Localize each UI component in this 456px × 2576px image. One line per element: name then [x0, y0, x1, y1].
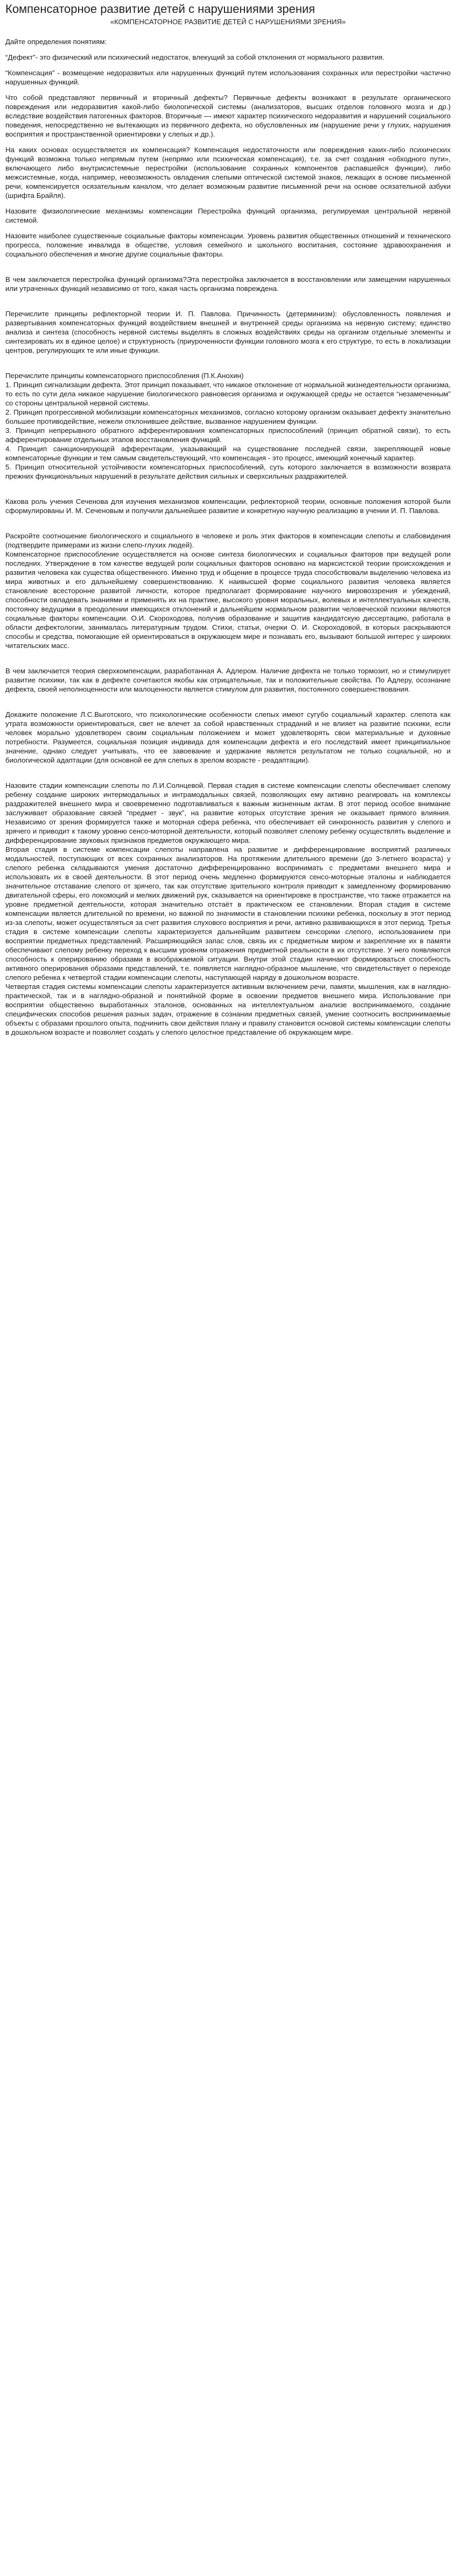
document-subtitle: «КОМПЕНСАТОРНОЕ РАЗВИТИЕ ДЕТЕЙ С НАРУШЕНИЯМИ ЗРЕНИЯ»: [110, 18, 346, 26]
paragraph-primary-secondary: Что собой представляют первичный и вторичный дефекты? Первичные дефекты возникают в результате органического повреждения или недоразвития какой-либо биологической системы (анализаторов, высших отделов головного мозга и др.) вследствие воздействия патогенных факторов. Вторичные — имеют характер психического недоразвития и нарушений социального поведения, непосредственно не вытекающих из первичного дефекта, но обусловленных им (нарушение речи у глухих, нарушения восприятия и пространственной ориентировки у слепых и др.).: [5, 94, 451, 138]
paragraph-bio-social-question: Раскройте соотношение биологического и социального в человеке и роль этих факторов в компенсации слепоты и слабовидения (подтвердите примерами из жизни слепо-глухих людей).: [5, 532, 451, 549]
paragraph-bio-social-answer: Компенсаторное приспособление осуществляется на основе синтеза биологических и социальных факторов при ведущей роли последних. Утверждение в том качестве ведущей роли социальных факторов основано на марксистской теории происхождения и развития человека как существа общественного. Именно труд и общение в процессе труда способствовали выделению человека из мира животных и его дальнейшему совершенствованию. К наивысшей форме социального развития человека является становление всесторонне развитой личности, которое предполагает формирование научного мировоззрения и убеждений, способности овладевать знаниями и применять их на практике, высокого уровня моральных, волевых и интеллектуальных качеств, постоянку ведущими в преодолении имеющихся отклонений и дальнейшем нормальном развитии человеческой психики являются социальные факторы компенсации. О.И. Скороходова, получив образование и защитив кандидатскую диссертацию, работала в области дефектологии, занималась литературным трудом. Стихи, статьи, очерки О. И. Скороходовой, в которых раскрываются способы и средства, помогающие ей ориентироваться в окружающем мире и познавать его, вызывают большой интерес у широких читательских масс.: [5, 550, 451, 650]
paragraph-vygotsky: Докажите положение Л.С.Выготского, что психологические особенности слепых имеют сугубо социальный характер. слепота как утрата возможности ориентироваться, свет не влечет за собой нравственных страданий и не влияет на развитие психики, если человек морально удовлетворен своим социальным положением и может удовлетворять свои материальные и духовные потребности. Разумеется, социальная позиция индивида для компенсации дефекта и его последствий имеет принципиальное значение, однако следует учитывать, что ее завоевание и удержание является результатом не только социальной, но и биологической адаптации (для основной ее для слепых в зрелом возрасте - реадаптации).: [5, 710, 451, 764]
paragraph-adler: В чем заключается теория сверхкомпенсации, разработанная А. Адлером. Наличие дефекта не только тормозит, но и стимулирует развитие психики, так как в дефекте сочетаются якобы как отрицательные, так и положительные свойства. По Адлеру, осознание дефекта, своей неполноценности или малоценности является стимулом для развития, постоянного совершенствования.: [5, 667, 451, 693]
paragraph-sechenov: Какова роль учения Сеченова для изучения механизмов компенсации, рефлекторной теории, основные положения которой были сформулированы И. М. Сеченовым и получили дальнейшее развитие и конкретную научную реализацию в учении И. П. Павлова.: [5, 497, 451, 515]
paragraph-stage-1: Назовите стадии компенсации слепоты по Л.И.Солнцевой. Первая стадия в системе компенсации слепоты обеспечивает слепому ребенку создание широких интермодальных и интрамодальных связей, позволяющих ему активно реагировать на комплексы раздражителей внешнего мира и своевременно подготавливаться к важным жизненным актам. В этот период особое внимание заслуживает образование связей “предмет - звук”, на развитие которых отсутствие зрения не оказывает прямого влияния. Незавиcимо от зрения формируется также и моторная сфера ребенка, что обеспечивает ей синхронность развития у слепого и зрячего и приводит к такому уровню сенсо-моторной деятельности, который позволяет слепому ребенку осуществлять выделение и дифференцирование звуковых признаков предметов окружающего мира.: [5, 781, 451, 844]
paragraph-compensation: “Компенсация” - возмещение недоразвитых или нарушенных функций путем использования сохранных или перестройки частично нарушенных функций.: [5, 69, 451, 86]
paragraph-intro: Дайте определения понятиям:: [5, 38, 107, 46]
paragraph-stage-4: Четвертая стадия системы компенсации слепоты характеризуется активным включением речи, памяти, мышления, как в наглядно-практической, так и в наглядно-образной и понятийной форме в освоении предметов внешнего мира. Использование при восприятии общественно выработанных эталонов, основанных на интеллектуальном анализе воспринимаемого, создание специфических способов решения разных задач, отражение в сознании предметных связей, умение соотносить воспринимаемые объекты с образами прошлого опыта, подчинить свои действия плану и правилу становится основой системы компенсации слепоты в дошкольном возрасте и позволяет создать у слепого целостное представление об окружающем мире.: [5, 983, 451, 1036]
paragraph-anokhin: Перечислите принципы компенсаторного приспособления (П.К.Анохин) 1. Принцип сигнализации дефекта. Этот принцип показывает, что никакое отклонение от нормальной жизнедеятельности организма, то есть по сути дела никакое нарушение биологического равновесия организма и окружающей среды не остается “незамеченным” со стороны центральной нервной системы. 2. Принцип прогрессивной мобилизации компенсаторных механизмов, согласно которому организм оказывает дефекту значительно большее противодействие, нежели отклонившее действие, вызванное нарушением функции. 3. Принцип непрерывного обратного афферентирования компенсаторных приспособлений (принцип обратной связи), то есть афферентирование отдельных этапов восстановления функций. 4. Принцип санкционирующей афферентации, указывающий на существование последней связи, закрепляющей новые компенсаторные функции и тем самым свидетельствующий, что компенсация - это процесс, имеющий конечный характер. 5. Принцип относительной устойчивости компенсаторных приспособлений, суть которого заключается в возможности возврата прежних функциональных нарушений в результате действия сильных и сверхсильных раздражителей.: [5, 372, 451, 480]
paragraph-stage-2-3: Вторая стадия в системе компенсации слепоты направлена на развитие и дифференцирование восприятий различных модальностей, поступающих от всех сохранных анализаторов. На протяжении длительного времени (до 3-летнего возраста) у слепого ребенка складываются умения достаточно дифференцированно воспринимать с предметами внешнего мира и использовать их в своей деятельности. В этот период очень медленно формируются сенсо-моторные эталоны и наблюдается значительное отставание слепого от зрячего, так как отсутствие зрительного контроля приводит к замедленному формированию двигательной сферы, его локомоций и мелких движений рук, сказывается на ориентировке в пространстве, что также отражается на уровне предметной деятельности, которая значительно отстаёт в практическом ее становлении. Вторая стадия в системе компенсации является длительной по времени, но важной по значимости в становлении психики ребенка, поскольку в этот период из-за слепоты, может осуществляться за счет развития слухового восприятия и речи, активно развивающихся в этот период. Третья стадия в системе компенсации слепоты характеризуется дальнейшим развитием сенсорики слепого, использованием при восприятии предметных представлений. Расширяющийся запас слов, связь их с предметным миром и закрепление их в памяти обеспечивают слепому ребенку переход к высшим уровням отражения предметной реальности в их отсутствие. У него появляются способность к оперированию образами в воображаемой ситуации. Внутри этой стадии начинают формироваться способность активного оперирования образами представлений, т.е. появляется наглядно-образное мышление, что свидетельствует о переходе слепого ребенка к четвертой стадии компенсации слепоты, наступающей наряду в дошкольном возрасте.: [5, 845, 451, 981]
document-body: [5, 37, 451, 1037]
paragraph-pavlov: Перечислите принципы рефлекторной теории И. П. Павлова. Причинность (детерминизм): обусловленность появления и развертывания компенсаторных функций воздействием внешней и внутренней среды организма на нервную систему; единство анализа и синтеза (способность нервной системы выделять в сложных воздействиях среды на организм отдельные элементы и синтезировать их в единое целое) и структурность (приуроченности функции головного мозга к его структуре, то есть в локализации центров, регулирующих те или иные функции.: [5, 310, 451, 354]
paragraph-restructuring: В чем заключается перестройка функций организма?Эта перестройка заключается в восстановлении или замещении нарушенных или утраченных функций независимо от того, какая часть организма повреждена.: [5, 275, 451, 293]
document-title: Компенсаторное развитие детей с нарушениями зрения: [5, 2, 315, 16]
paragraph-bases: На каких основах осуществляется их компенсация? Компенсация недостаточности или повреждения каких-либо психических функций возможна только непрямым путем (непрямо или психическая компенсация), т.е. за счет создания «обходного пути», включающего либо внутрисистемные перестройки (использование сохранных компонентов распавшейся функции), либо межсистемные, когда, например, невозможность овладения слепыми оптической системой знаков, лежащих в основе письменной речи, компенсируется осязательным каналом, что делает возможным развитие письменной речи на основе осязательной азбуки (шрифта Брайля).: [5, 146, 451, 200]
paragraph-social-factors: Назовите наиболее существенные социальные факторы компенсации. Уровень развития общественных отношений и технического прогресса, положение инвалида в обществе, условия семейного и школьного воспитания, состояние здравоохранения и социального обеспечения и многие другие социальные факторы.: [5, 232, 451, 258]
paragraph-mechanisms: Назовите физиологические механизмы компенсации Перестройка функций организма, регулируемая центральной нервной системой.: [5, 207, 451, 224]
paragraph-defect: “Дефект”- это физический или психический недостаток, влекущий за собой отклонения от нормального развития.: [5, 53, 385, 61]
